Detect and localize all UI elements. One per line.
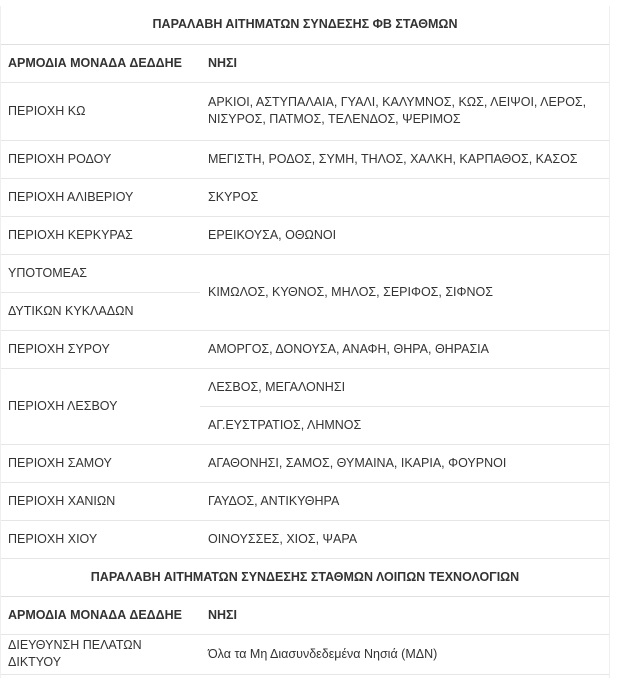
unit-cell: ΠΕΡΙΟΧΗ ΚΩ [0,82,200,140]
unit-cell: ΠΕΡΙΟΧΗ ΛΕΣΒΟΥ [0,368,200,444]
islands-cell: ΟΙΝΟΥΣΣΕΣ, ΧΙΟΣ, ΨΑΡΑ [200,520,610,558]
table-row [0,482,610,520]
unit-cell: ΔΥΤΙΚΩΝ ΚΥΚΛΑΔΩΝ [0,292,200,330]
header-unit: ΑΡΜΟΔΙΑ ΜΟΝΑΔΑ ΔΕΔΔΗΕ [0,44,200,82]
header-unit: ΑΡΜΟΔΙΑ ΜΟΝΑΔΑ ΔΕΔΔΗΕ [0,596,200,634]
section2-title: ΠΑΡΑΛΑΒΗ ΑΙΤΗΜΑΤΩΝ ΣΥΝΔΕΣΗΣ ΣΤΑΘΜΩΝ ΛΟΙΠΩΝ ΤΕΧΝΟΛΟΓΙΩΝ [0,558,610,596]
table-row [0,178,610,216]
unit-cell: ΠΕΡΙΟΧΗ ΣΥΡΟΥ [0,330,200,368]
table-row [0,140,610,178]
islands-cell: ΜΕΓΙΣΤΗ, ΡΟΔΟΣ, ΣΥΜΗ, ΤΗΛΟΣ, ΧΑΛΚΗ, ΚΑΡΠΑΘΟΣ, ΚΑΣΟΣ [200,140,610,178]
section1-title: ΠΑΡΑΛΑΒΗ ΑΙΤΗΜΑΤΩΝ ΣΥΝΔΕΣΗΣ ΦΒ ΣΤΑΘΜΩΝ [0,6,610,44]
table-row [0,216,610,254]
section1-title-row [0,6,610,44]
header-island: ΝΗΣΙ [200,44,610,82]
section1-header-row [0,44,610,82]
islands-cell: ΑΡΚΙΟΙ, ΑΣΤΥΠΑΛΑΙΑ, ΓΥΑΛΙ, ΚΑΛΥΜΝΟΣ, ΚΩΣ, ΛΕΙΨΟΙ, ΛΕΡΟΣ, ΝΙΣΥΡΟΣ, ΠΑΤΜΟΣ, ΤΕΛΕΝΔΟΣ, ΨΕΡΙΜΟΣ [200,82,610,140]
unit-cell: ΠΕΡΙΟΧΗ ΧΙΟΥ [0,520,200,558]
unit-cell: ΥΠΟΤΟΜΕΑΣ [0,254,200,292]
header-island: ΝΗΣΙ [200,596,610,634]
islands-cell: ΚΙΜΩΛΟΣ, ΚΥΘΝΟΣ, ΜΗΛΟΣ, ΣΕΡΙΦΟΣ, ΣΙΦΝΟΣ [200,254,610,330]
section2-title-row [0,558,610,596]
table-row [0,330,610,368]
table-row [0,634,610,674]
table-row [0,520,610,558]
islands-cell: ΑΜΟΡΓΟΣ, ΔΟΝΟΥΣΑ, ΑΝΑΦΗ, ΘΗΡΑ, ΘΗΡΑΣΙΑ [200,330,610,368]
unit-cell: ΠΕΡΙΟΧΗ ΣΑΜΟΥ [0,444,200,482]
table-row [0,444,610,482]
islands-cell: ΛΕΣΒΟΣ, ΜΕΓΑΛΟΝΗΣΙ [200,368,610,406]
unit-cell: ΔΙΕΥΘΥΝΣΗ ΠΕΛΑΤΩΝ ΔΙΚΤΥΟΥ [0,634,200,674]
islands-cell: Όλα τα Μη Διασυνδεδεμένα Νησιά (ΜΔΝ) [200,634,610,674]
table-row [0,368,610,406]
table-row [0,82,610,140]
islands-cell: ΓΑΥΔΟΣ, ΑΝΤΙΚΥΘΗΡΑ [200,482,610,520]
section2-header-row [0,596,610,634]
table-row [0,254,610,292]
unit-cell: ΠΕΡΙΟΧΗ ΡΟΔΟΥ [0,140,200,178]
unit-cell: ΠΕΡΙΟΧΗ ΚΕΡΚΥΡΑΣ [0,216,200,254]
unit-cell: ΠΕΡΙΟΧΗ ΑΛΙΒΕΡΙΟΥ [0,178,200,216]
islands-cell: ΣΚΥΡΟΣ [200,178,610,216]
islands-cell: ΑΓ.ΕΥΣΤΡΑΤΙΟΣ, ΛΗΜΝΟΣ [200,406,610,444]
islands-cell: ΑΓΑΘΟΝΗΣΙ, ΣΑΜΟΣ, ΘΥΜΑΙΝΑ, ΙΚΑΡΙΑ, ΦΟΥΡΝΟΙ [200,444,610,482]
connection-requests-table [0,6,610,675]
islands-cell: ΕΡΕΙΚΟΥΣΑ, ΟΘΩΝΟΙ [200,216,610,254]
unit-cell: ΠΕΡΙΟΧΗ ΧΑΝΙΩΝ [0,482,200,520]
